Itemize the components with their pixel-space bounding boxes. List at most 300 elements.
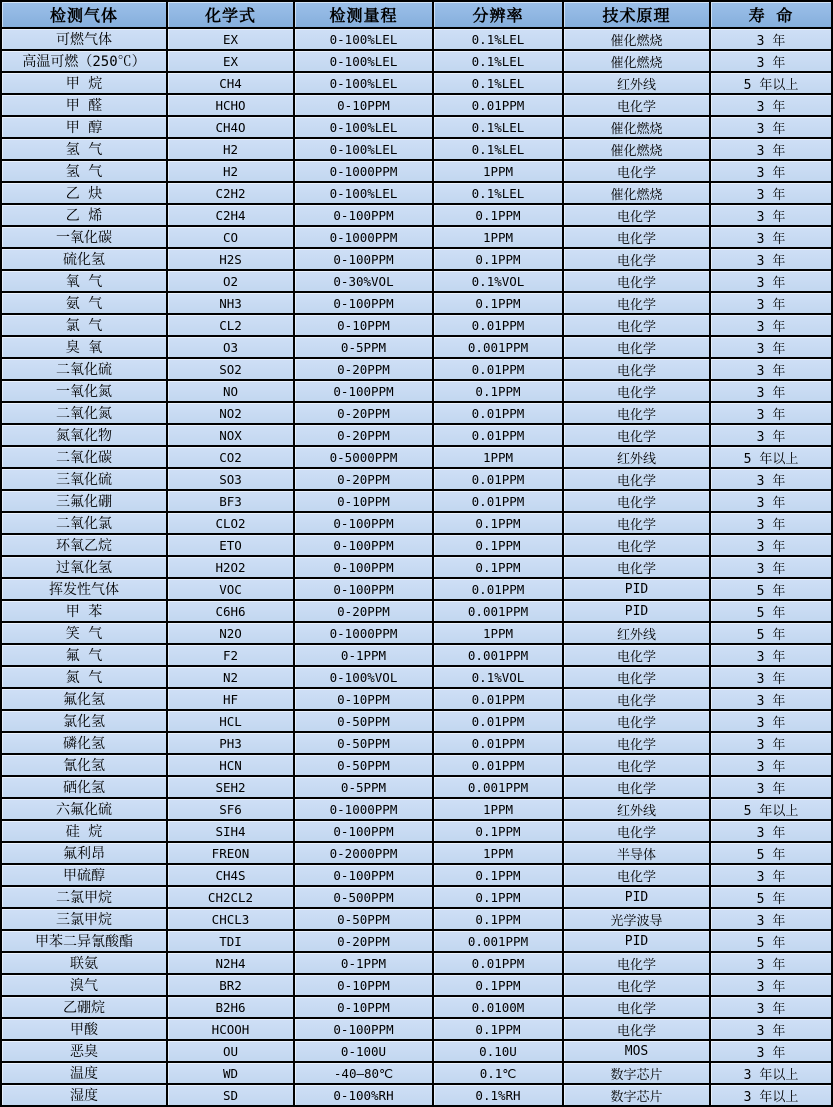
cell-principle: 电化学 — [563, 402, 710, 424]
cell-gas: 氧 气 — [1, 270, 167, 292]
cell-resolution: 0.10U — [433, 1040, 563, 1062]
table-row — [1, 424, 832, 446]
cell-formula: H2 — [167, 160, 294, 182]
cell-life: 3 年 — [710, 468, 832, 490]
cell-resolution: 0.1%VOL — [433, 270, 563, 292]
cell-range: 0-1PPM — [294, 952, 433, 974]
column-header-formula: 化学式 — [167, 1, 294, 28]
table-row — [1, 446, 832, 468]
table-row — [1, 798, 832, 820]
cell-range: 0-1000PPM — [294, 160, 433, 182]
cell-gas: 湿度 — [1, 1084, 167, 1106]
cell-life: 5 年以上 — [710, 72, 832, 94]
cell-gas: 氯化氢 — [1, 710, 167, 732]
cell-resolution: 0.01PPM — [433, 754, 563, 776]
cell-range: -40—80℃ — [294, 1062, 433, 1084]
cell-gas: 乙 烯 — [1, 204, 167, 226]
cell-gas: 二氧化氮 — [1, 402, 167, 424]
table-row — [1, 1040, 832, 1062]
cell-gas: 三氯甲烷 — [1, 908, 167, 930]
cell-principle: 电化学 — [563, 270, 710, 292]
cell-formula: SF6 — [167, 798, 294, 820]
cell-life: 3 年 — [710, 160, 832, 182]
cell-gas: 甲苯二异氰酸酯 — [1, 930, 167, 952]
table-row — [1, 952, 832, 974]
cell-range: 0-2000PPM — [294, 842, 433, 864]
cell-resolution: 0.1PPM — [433, 908, 563, 930]
table-row — [1, 1084, 832, 1106]
cell-life: 3 年 — [710, 336, 832, 358]
cell-formula: EX — [167, 50, 294, 72]
table-row — [1, 490, 832, 512]
cell-range: 0-100%LEL — [294, 116, 433, 138]
table-row — [1, 996, 832, 1018]
cell-life: 3 年 — [710, 820, 832, 842]
cell-life: 5 年 — [710, 600, 832, 622]
column-header-gas: 检测气体 — [1, 1, 167, 28]
cell-formula: CH4O — [167, 116, 294, 138]
cell-principle: 红外线 — [563, 446, 710, 468]
cell-principle: 红外线 — [563, 798, 710, 820]
cell-life: 3 年 — [710, 50, 832, 72]
cell-range: 0-20PPM — [294, 468, 433, 490]
cell-range: 0-20PPM — [294, 424, 433, 446]
cell-gas: 氢 气 — [1, 160, 167, 182]
cell-principle: 半导体 — [563, 842, 710, 864]
table-row — [1, 138, 832, 160]
table-row — [1, 820, 832, 842]
cell-life: 3 年 — [710, 974, 832, 996]
table-row — [1, 204, 832, 226]
cell-principle: 电化学 — [563, 424, 710, 446]
cell-resolution: 0.01PPM — [433, 402, 563, 424]
cell-principle: 电化学 — [563, 952, 710, 974]
cell-gas: 乙硼烷 — [1, 996, 167, 1018]
cell-principle: 电化学 — [563, 820, 710, 842]
cell-life: 3 年 — [710, 138, 832, 160]
cell-formula: HCOOH — [167, 1018, 294, 1040]
cell-gas: 硫化氢 — [1, 248, 167, 270]
cell-formula: PH3 — [167, 732, 294, 754]
table-row — [1, 182, 832, 204]
cell-principle: PID — [563, 886, 710, 908]
cell-range: 0-100%VOL — [294, 666, 433, 688]
cell-principle: PID — [563, 600, 710, 622]
cell-resolution: 0.01PPM — [433, 468, 563, 490]
cell-principle: 光学波导 — [563, 908, 710, 930]
cell-resolution: 0.1PPM — [433, 820, 563, 842]
cell-gas: 二氯甲烷 — [1, 886, 167, 908]
cell-resolution: 1PPM — [433, 622, 563, 644]
cell-range: 0-10PPM — [294, 490, 433, 512]
cell-formula: O3 — [167, 336, 294, 358]
cell-gas: 氢 气 — [1, 138, 167, 160]
cell-formula: CH4 — [167, 72, 294, 94]
cell-formula: VOC — [167, 578, 294, 600]
cell-formula: N2 — [167, 666, 294, 688]
cell-formula: FREON — [167, 842, 294, 864]
cell-resolution: 1PPM — [433, 446, 563, 468]
cell-life: 5 年 — [710, 930, 832, 952]
cell-resolution: 0.001PPM — [433, 644, 563, 666]
cell-range: 0-5000PPM — [294, 446, 433, 468]
cell-range: 0-10PPM — [294, 94, 433, 116]
cell-formula: SIH4 — [167, 820, 294, 842]
cell-resolution: 0.01PPM — [433, 578, 563, 600]
table-row — [1, 358, 832, 380]
cell-range: 0-100%LEL — [294, 72, 433, 94]
cell-resolution: 0.01PPM — [433, 358, 563, 380]
cell-principle: 电化学 — [563, 226, 710, 248]
cell-resolution: 0.1%LEL — [433, 116, 563, 138]
table-row — [1, 842, 832, 864]
cell-formula: N2H4 — [167, 952, 294, 974]
cell-gas: 甲硫醇 — [1, 864, 167, 886]
cell-principle: 催化燃烧 — [563, 28, 710, 50]
cell-principle: 催化燃烧 — [563, 50, 710, 72]
cell-resolution: 1PPM — [433, 226, 563, 248]
table-row — [1, 292, 832, 314]
cell-life: 3 年 — [710, 490, 832, 512]
cell-range: 0-100PPM — [294, 512, 433, 534]
cell-range: 0-1000PPM — [294, 622, 433, 644]
cell-resolution: 0.1PPM — [433, 380, 563, 402]
table-row — [1, 512, 832, 534]
cell-gas: 氯 气 — [1, 314, 167, 336]
cell-range: 0-20PPM — [294, 930, 433, 952]
cell-life: 3 年 — [710, 270, 832, 292]
cell-gas: 硒化氢 — [1, 776, 167, 798]
table-row — [1, 556, 832, 578]
cell-resolution: 0.01PPM — [433, 490, 563, 512]
table-row — [1, 864, 832, 886]
table-row — [1, 94, 832, 116]
cell-gas: 臭 氧 — [1, 336, 167, 358]
cell-formula: WD — [167, 1062, 294, 1084]
cell-formula: HCN — [167, 754, 294, 776]
column-header-resolution: 分辨率 — [433, 1, 563, 28]
cell-range: 0-100PPM — [294, 534, 433, 556]
cell-range: 0-50PPM — [294, 710, 433, 732]
cell-resolution: 0.1%LEL — [433, 72, 563, 94]
cell-principle: 电化学 — [563, 358, 710, 380]
cell-resolution: 0.01PPM — [433, 952, 563, 974]
cell-gas: 一氧化碳 — [1, 226, 167, 248]
cell-resolution: 0.001PPM — [433, 336, 563, 358]
cell-range: 0-1PPM — [294, 644, 433, 666]
cell-life: 3 年 — [710, 688, 832, 710]
cell-resolution: 0.1PPM — [433, 974, 563, 996]
cell-range: 0-10PPM — [294, 974, 433, 996]
cell-gas: 高温可燃（250℃） — [1, 50, 167, 72]
cell-formula: NOX — [167, 424, 294, 446]
cell-life: 3 年 — [710, 864, 832, 886]
cell-life: 3 年 — [710, 666, 832, 688]
cell-principle: 电化学 — [563, 336, 710, 358]
cell-life: 3 年 — [710, 292, 832, 314]
column-header-principle: 技术原理 — [563, 1, 710, 28]
cell-resolution: 0.01PPM — [433, 732, 563, 754]
table-row — [1, 622, 832, 644]
cell-life: 3 年 — [710, 952, 832, 974]
cell-formula: SO2 — [167, 358, 294, 380]
cell-formula: HCHO — [167, 94, 294, 116]
cell-range: 0-100%LEL — [294, 182, 433, 204]
cell-formula: BR2 — [167, 974, 294, 996]
table-row — [1, 314, 832, 336]
cell-range: 0-500PPM — [294, 886, 433, 908]
cell-life: 3 年 — [710, 556, 832, 578]
table-row — [1, 974, 832, 996]
table-row — [1, 930, 832, 952]
cell-gas: 二氧化硫 — [1, 358, 167, 380]
cell-life: 3 年 — [710, 512, 832, 534]
cell-resolution: 0.1%VOL — [433, 666, 563, 688]
cell-life: 5 年 — [710, 622, 832, 644]
cell-formula: SEH2 — [167, 776, 294, 798]
cell-range: 0-100PPM — [294, 864, 433, 886]
cell-life: 3 年 — [710, 644, 832, 666]
cell-life: 3 年 — [710, 380, 832, 402]
cell-range: 0-100PPM — [294, 578, 433, 600]
cell-life: 3 年 — [710, 1040, 832, 1062]
cell-range: 0-100U — [294, 1040, 433, 1062]
cell-gas: 甲 醛 — [1, 94, 167, 116]
cell-formula: ETO — [167, 534, 294, 556]
cell-principle: PID — [563, 930, 710, 952]
cell-gas: 氨 气 — [1, 292, 167, 314]
cell-resolution: 0.1%LEL — [433, 50, 563, 72]
cell-range: 0-20PPM — [294, 358, 433, 380]
cell-life: 3 年 — [710, 28, 832, 50]
cell-range: 0-10PPM — [294, 688, 433, 710]
cell-gas: 二氧化碳 — [1, 446, 167, 468]
cell-principle: PID — [563, 578, 710, 600]
cell-life: 3 年 — [710, 116, 832, 138]
cell-resolution: 0.001PPM — [433, 930, 563, 952]
cell-resolution: 0.1PPM — [433, 512, 563, 534]
cell-range: 0-20PPM — [294, 600, 433, 622]
cell-formula: CH4S — [167, 864, 294, 886]
cell-principle: 电化学 — [563, 380, 710, 402]
cell-formula: O2 — [167, 270, 294, 292]
cell-gas: 甲 苯 — [1, 600, 167, 622]
cell-gas: 氮 气 — [1, 666, 167, 688]
cell-resolution: 0.1PPM — [433, 864, 563, 886]
column-header-life: 寿 命 — [710, 1, 832, 28]
cell-principle: 电化学 — [563, 864, 710, 886]
table-row — [1, 732, 832, 754]
cell-formula: CLO2 — [167, 512, 294, 534]
cell-resolution: 1PPM — [433, 160, 563, 182]
cell-life: 3 年 — [710, 776, 832, 798]
cell-life: 3 年 — [710, 1018, 832, 1040]
cell-gas: 二氧化氯 — [1, 512, 167, 534]
cell-life: 3 年 — [710, 754, 832, 776]
cell-range: 0-5PPM — [294, 776, 433, 798]
cell-resolution: 0.1%LEL — [433, 138, 563, 160]
cell-life: 3 年 — [710, 314, 832, 336]
cell-formula: TDI — [167, 930, 294, 952]
cell-life: 3 年 — [710, 534, 832, 556]
cell-formula: N2O — [167, 622, 294, 644]
table-row — [1, 270, 832, 292]
cell-gas: 笑 气 — [1, 622, 167, 644]
cell-resolution: 0.1PPM — [433, 1018, 563, 1040]
cell-gas: 温度 — [1, 1062, 167, 1084]
cell-resolution: 0.1PPM — [433, 886, 563, 908]
cell-range: 0-100%LEL — [294, 28, 433, 50]
cell-gas: 甲 醇 — [1, 116, 167, 138]
table-row — [1, 248, 832, 270]
cell-principle: 催化燃烧 — [563, 182, 710, 204]
cell-formula: BF3 — [167, 490, 294, 512]
cell-formula: SD — [167, 1084, 294, 1106]
cell-principle: 催化燃烧 — [563, 116, 710, 138]
cell-life: 3 年 — [710, 182, 832, 204]
table-row — [1, 116, 832, 138]
cell-gas: 甲 烷 — [1, 72, 167, 94]
cell-formula: H2S — [167, 248, 294, 270]
cell-principle: 电化学 — [563, 248, 710, 270]
cell-gas: 氟化氢 — [1, 688, 167, 710]
cell-gas: 可燃气体 — [1, 28, 167, 50]
cell-principle: 电化学 — [563, 468, 710, 490]
cell-resolution: 0.001PPM — [433, 776, 563, 798]
cell-formula: CHCL3 — [167, 908, 294, 930]
cell-formula: CO — [167, 226, 294, 248]
cell-life: 3 年 — [710, 996, 832, 1018]
cell-range: 0-50PPM — [294, 908, 433, 930]
table-row — [1, 1062, 832, 1084]
cell-range: 0-10PPM — [294, 314, 433, 336]
cell-gas: 甲酸 — [1, 1018, 167, 1040]
cell-life: 3 年 — [710, 358, 832, 380]
cell-gas: 恶臭 — [1, 1040, 167, 1062]
cell-resolution: 0.01PPM — [433, 688, 563, 710]
cell-life: 5 年 — [710, 886, 832, 908]
cell-life: 3 年 — [710, 424, 832, 446]
cell-principle: 数字芯片 — [563, 1084, 710, 1106]
cell-resolution: 0.1%LEL — [433, 182, 563, 204]
cell-principle: 电化学 — [563, 996, 710, 1018]
cell-resolution: 0.1PPM — [433, 534, 563, 556]
cell-range: 0-30%VOL — [294, 270, 433, 292]
cell-principle: 红外线 — [563, 72, 710, 94]
cell-gas: 氰化氢 — [1, 754, 167, 776]
cell-formula: NO2 — [167, 402, 294, 424]
cell-resolution: 0.1PPM — [433, 292, 563, 314]
column-header-range: 检测量程 — [294, 1, 433, 28]
cell-resolution: 0.0100M — [433, 996, 563, 1018]
cell-range: 0-100%LEL — [294, 138, 433, 160]
cell-principle: 电化学 — [563, 666, 710, 688]
cell-formula: EX — [167, 28, 294, 50]
cell-principle: 电化学 — [563, 644, 710, 666]
cell-life: 3 年 — [710, 732, 832, 754]
cell-formula: CO2 — [167, 446, 294, 468]
cell-life: 3 年 — [710, 402, 832, 424]
cell-range: 0-100%LEL — [294, 50, 433, 72]
cell-resolution: 0.001PPM — [433, 600, 563, 622]
header-row — [1, 1, 832, 28]
cell-resolution: 1PPM — [433, 798, 563, 820]
cell-formula: C2H4 — [167, 204, 294, 226]
cell-life: 3 年 — [710, 226, 832, 248]
cell-principle: 电化学 — [563, 732, 710, 754]
table-row — [1, 886, 832, 908]
cell-resolution: 1PPM — [433, 842, 563, 864]
cell-formula: CL2 — [167, 314, 294, 336]
table-row — [1, 644, 832, 666]
table-row — [1, 380, 832, 402]
cell-gas: 氟 气 — [1, 644, 167, 666]
cell-principle: 电化学 — [563, 974, 710, 996]
cell-range: 0-100PPM — [294, 292, 433, 314]
cell-resolution: 0.01PPM — [433, 314, 563, 336]
cell-formula: F2 — [167, 644, 294, 666]
table-row — [1, 908, 832, 930]
cell-formula: HCL — [167, 710, 294, 732]
cell-life: 3 年 — [710, 94, 832, 116]
cell-formula: C6H6 — [167, 600, 294, 622]
cell-life: 5 年以上 — [710, 446, 832, 468]
table-row — [1, 336, 832, 358]
table-row — [1, 402, 832, 424]
cell-resolution: 0.1PPM — [433, 556, 563, 578]
cell-principle: MOS — [563, 1040, 710, 1062]
table-row — [1, 710, 832, 732]
cell-gas: 三氟化硼 — [1, 490, 167, 512]
table-row — [1, 226, 832, 248]
cell-formula: H2O2 — [167, 556, 294, 578]
cell-principle: 电化学 — [563, 292, 710, 314]
cell-formula: HF — [167, 688, 294, 710]
cell-life: 5 年 — [710, 578, 832, 600]
cell-formula: CH2CL2 — [167, 886, 294, 908]
cell-gas: 一氧化氮 — [1, 380, 167, 402]
cell-range: 0-10PPM — [294, 996, 433, 1018]
cell-formula: NH3 — [167, 292, 294, 314]
cell-gas: 联氨 — [1, 952, 167, 974]
cell-range: 0-20PPM — [294, 402, 433, 424]
table-row — [1, 688, 832, 710]
cell-formula: OU — [167, 1040, 294, 1062]
cell-gas: 磷化氢 — [1, 732, 167, 754]
cell-life: 3 年 — [710, 710, 832, 732]
cell-principle: 电化学 — [563, 94, 710, 116]
cell-range: 0-5PPM — [294, 336, 433, 358]
table-row — [1, 666, 832, 688]
cell-range: 0-100PPM — [294, 204, 433, 226]
cell-range: 0-1000PPM — [294, 798, 433, 820]
cell-resolution: 0.1%LEL — [433, 28, 563, 50]
cell-principle: 电化学 — [563, 556, 710, 578]
cell-life: 3 年以上 — [710, 1084, 832, 1106]
cell-resolution: 0.1PPM — [433, 248, 563, 270]
cell-principle: 电化学 — [563, 512, 710, 534]
cell-formula: SO3 — [167, 468, 294, 490]
cell-principle: 电化学 — [563, 160, 710, 182]
cell-gas: 过氧化氢 — [1, 556, 167, 578]
cell-formula: H2 — [167, 138, 294, 160]
table-row — [1, 776, 832, 798]
cell-principle: 催化燃烧 — [563, 138, 710, 160]
cell-range: 0-100PPM — [294, 1018, 433, 1040]
cell-range: 0-100PPM — [294, 556, 433, 578]
cell-life: 5 年以上 — [710, 798, 832, 820]
cell-formula: B2H6 — [167, 996, 294, 1018]
